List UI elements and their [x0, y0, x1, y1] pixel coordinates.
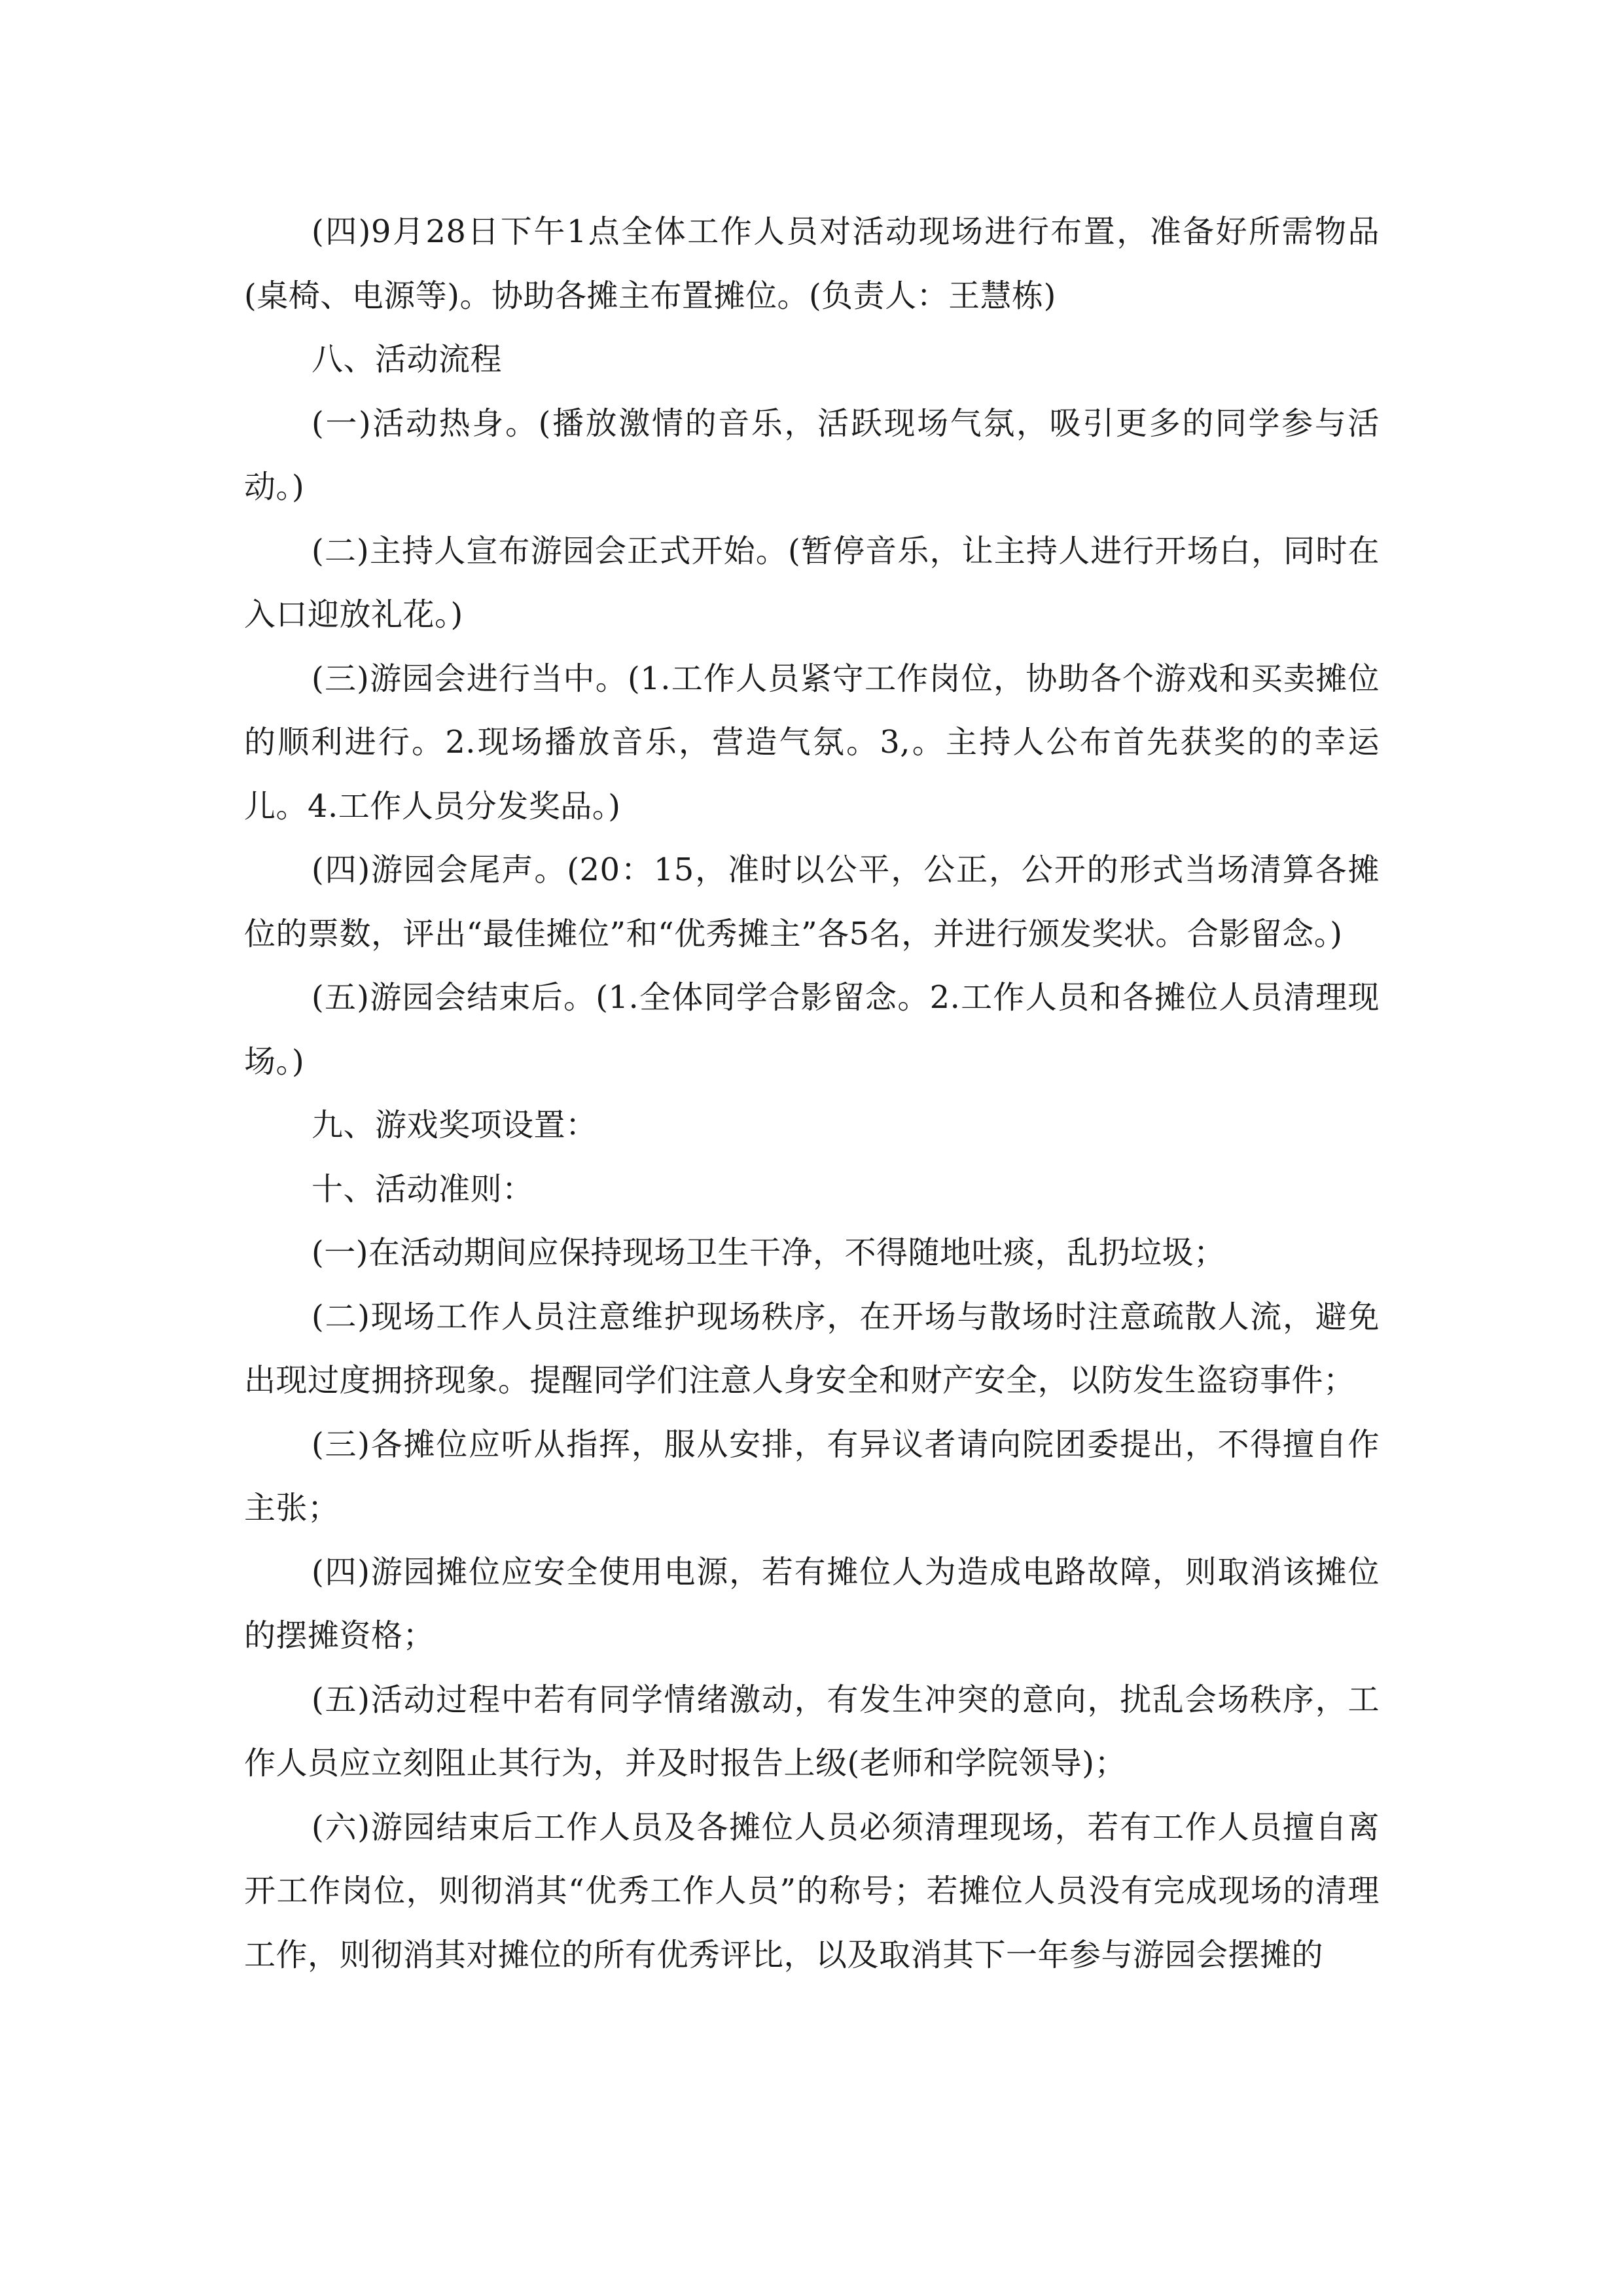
paragraph-rule-cleanup: (六)游园结束后工作人员及各摊位人员必须清理现场，若有工作人员擅自离开工作岗位，则彻消其“优秀工作人员”的称号；若摊位人员没有完成现场的清理工作，则彻消其对摊位的所有优秀评比，以及取消其下一年参与游园会摆摊的: [244, 1808, 1380, 1973]
section-heading-prizes: 九、游戏奖项设置：: [312, 1107, 597, 1143]
document-body: [244, 200, 1380, 1987]
paragraph-flow-after: (五)游园会结束后。(1.全体同学合影留念。2.工作人员和各摊位人员清理现场。): [244, 979, 1380, 1080]
paragraph-rule-order: (二)现场工作人员注意维护现场秩序，在开场与散场时注意疏散人流，避免出现过度拥挤现象。提醒同学们注意人身安全和财产安全，以防发生盗窃事件；: [244, 1298, 1380, 1399]
paragraph-setup-arrangement: (四)9月28日下午1点全体工作人员对活动现场进行布置，准备好所需物品(桌椅、电源等)。协助各摊主布置摊位。(负责人：王慧栋): [244, 213, 1380, 314]
section-heading-activity-flow: 八、活动流程: [312, 341, 503, 378]
paragraph-rule-obey: (三)各摊位应听从指挥，服从安排，有异议者请向院团委提出，不得擅自作主张；: [244, 1426, 1380, 1526]
paragraph-rule-conflict: (五)活动过程中若有同学情绪激动，有发生冲突的意向，扰乱会场秩序，工作人员应立刻阻止其行为，并及时报告上级(老师和学院领导)；: [244, 1681, 1380, 1782]
paragraph-rule-hygiene: (一)在活动期间应保持现场卫生干净，不得随地吐痰，乱扔垃圾；: [312, 1234, 1226, 1271]
paragraph-rule-power: (四)游园摊位应安全使用电源，若有摊位人为造成电路故障，则取消该摊位的摆摊资格；: [244, 1553, 1380, 1654]
section-heading-rules: 十、活动准则：: [312, 1170, 534, 1208]
paragraph-flow-in-progress: (三)游园会进行当中。(1.工作人员紧守工作岗位，协助各个游戏和买卖摊位的顺利进行。2.现场播放音乐，营造气氛。3,。主持人公布首先获奖的的幸运儿。4.工作人员分发奖品。): [244, 660, 1380, 825]
paragraph-flow-warmup: (一)活动热身。(播放激情的音乐，活跃现场气氛，吸引更多的同学参与活动。): [244, 404, 1380, 505]
paragraph-flow-opening: (二)主持人宣布游园会正式开始。(暂停音乐，让主持人进行开场白，同时在入口迎放礼花。): [244, 532, 1380, 633]
paragraph-flow-closing: (四)游园会尾声。(20：15，准时以公平，公正，公开的形式当场清算各摊位的票数，评出“最佳摊位”和“优秀摊主”各5名，并进行颁发奖状。合影留念。): [244, 852, 1380, 952]
